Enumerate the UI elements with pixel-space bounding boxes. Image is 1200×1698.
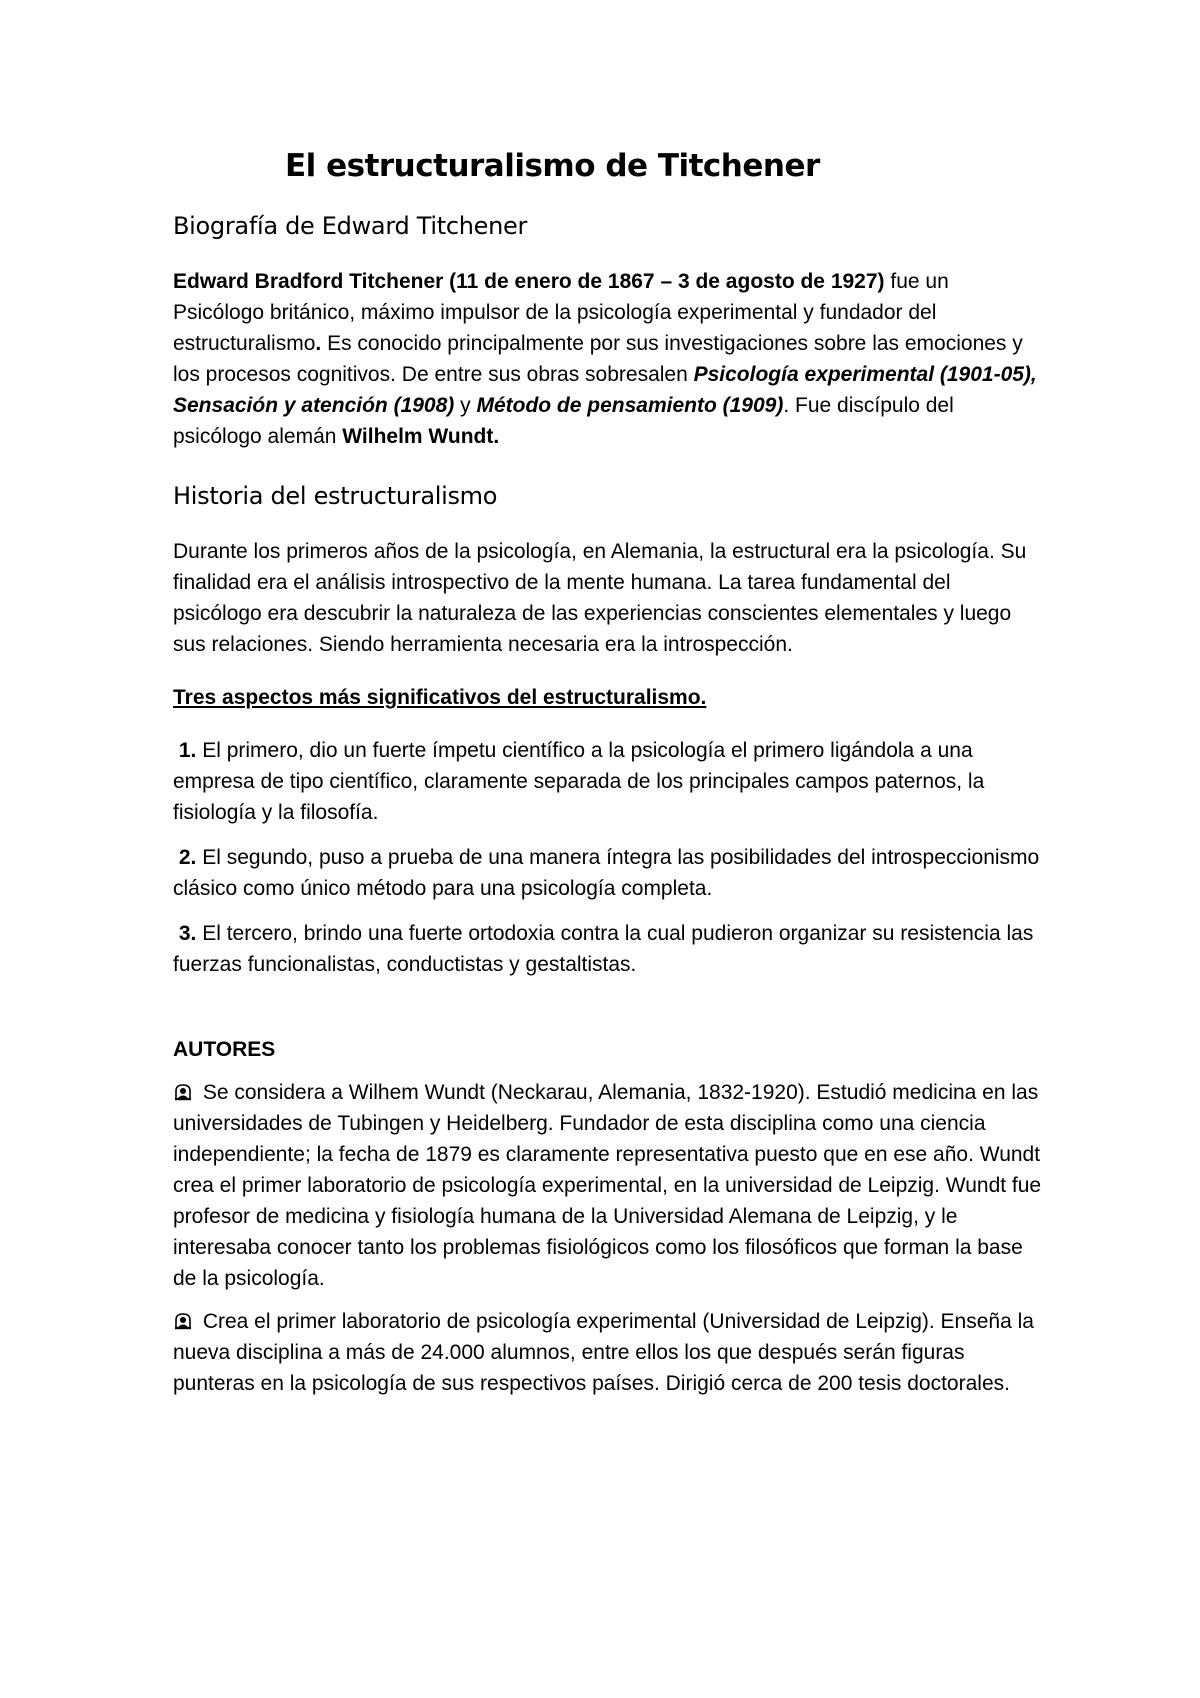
biography-work-1: Psicología experimental (1901-05) [693, 363, 1031, 386]
document-body [173, 148, 1043, 1399]
biography-heading: Biografía de Edward Titchener [173, 212, 528, 240]
aspect-number: 3. [178, 922, 197, 945]
aspect-number: 2. [178, 846, 197, 869]
aspect-item-3 [173, 918, 1043, 980]
person-at-computer-icon [173, 1311, 193, 1331]
biography-paragraph [173, 266, 1043, 452]
history-paragraph: Durante los primeros años de la psicología, en Alemania, la estructural era la psicología. Su finalidad era el análisis introspectivo de la mente humana. La tarea fundamental del psicólogo era descubrir la naturaleza de las experiencias conscientes elementales y luego sus relaciones. Siendo herramienta necesaria era la introspección. [173, 540, 1027, 656]
biography-text-1: fue un Psicólogo británico, máximo impulsor de la psicología experimental y fundador del estructuralismo [173, 270, 949, 355]
biography-text-2: Es conocido principalmente por sus investigaciones sobre las emociones y los procesos cognitivos. De entre sus obras sobresalen [173, 332, 1023, 386]
biography-sep-2: y [454, 394, 477, 417]
aspect-item-2 [173, 842, 1043, 904]
biography-teacher: Wilhelm Wundt. [342, 425, 500, 448]
person-at-computer-icon [173, 1082, 193, 1102]
history-heading: Historia del estructuralismo [173, 482, 498, 510]
document-title: El estructuralismo de Titchener [285, 148, 820, 184]
authors-text: Se considera a Wilhem Wundt (Neckarau, Alemania, 1832-1920). Estudió medicina en las universidades de Tubingen y Heidelberg. Fundador de esta disciplina como una ciencia independiente; la fecha de 1879 es claramente representativa puesto que en ese año. Wundt crea el primer laboratorio de psicología experimental, en la universidad de Leipzig. Wundt fue profesor de medicina y fisiología humana de la Universidad Alemana de Leipzig, y le interesaba conocer tanto los problemas fisiológicos como los filosóficos que forman la base de la psicología. [173, 1081, 1042, 1290]
biography-text-3: . Fue discípulo del psicólogo alemán [173, 394, 954, 448]
biography-work-2: Sensación y atención (1908) [173, 394, 455, 417]
biography-period: . [315, 332, 322, 355]
authors-heading [173, 1034, 1043, 1065]
biography-sep-1: , [1030, 363, 1037, 386]
authors-heading-text: AUTORES [173, 1038, 276, 1061]
authors-paragraph-2 [173, 1306, 1043, 1399]
aspect-text: El primero, dio un fuerte ímpetu científico a la psicología el primero ligándola a una empresa de tipo científico, claramente separada de los principales campos paternos, la fisiología y la filosofía. [173, 739, 985, 824]
authors-paragraph-1 [173, 1077, 1043, 1294]
aspect-item-1 [173, 735, 1043, 828]
aspect-number: 1. [178, 739, 197, 762]
biography-name-dates: Edward Bradford Titchener (11 de enero de 1867 – 3 de agosto de 1927) [173, 270, 885, 293]
aspect-text: El segundo, puso a prueba de una manera íntegra las posibilidades del introspeccionismo clásico como único método para una psicología completa. [173, 846, 1040, 900]
authors-text: Crea el primer laboratorio de psicología experimental (Universidad de Leipzig). Enseña la nueva disciplina a más de 24.000 alumnos, entre ellos los que después serán figuras punteras en la psicología de sus respectivos países. Dirigió cerca de 200 tesis doctorales. [173, 1310, 1034, 1395]
biography-work-3: Método de pensamiento (1909) [476, 394, 784, 417]
aspects-heading-text: Tres aspectos más significativos del estructuralismo. [173, 686, 707, 709]
aspects-heading [173, 682, 1043, 713]
aspect-text: El tercero, brindo una fuerte ortodoxia contra la cual pudieron organizar su resistencia las fuerzas funcionalistas, conductistas y gestaltistas. [173, 922, 1034, 976]
